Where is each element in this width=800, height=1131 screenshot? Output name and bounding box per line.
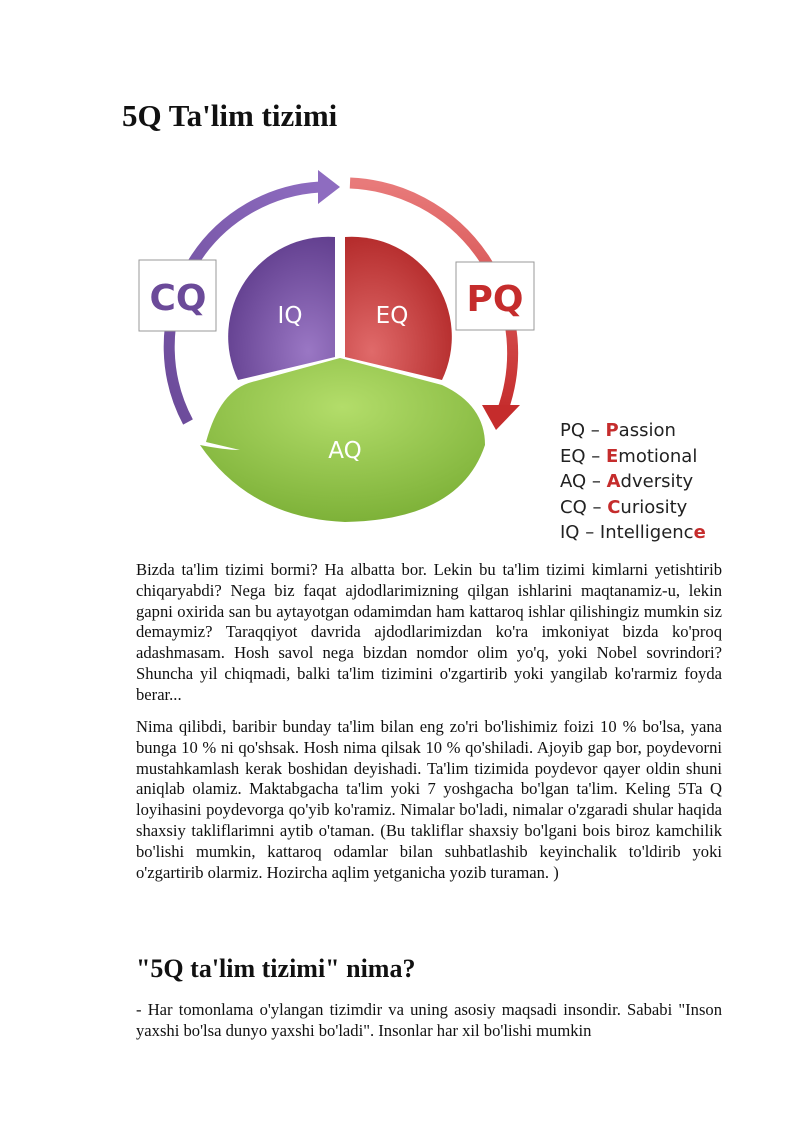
- 5q-cycle-diagram: [130, 150, 550, 550]
- legend-row-iq: IQ – Intelligence: [560, 522, 706, 544]
- paragraph-1: Bizda ta'lim tizimi bormi? Ha albatta bor. Lekin bu ta'lim tizimi kimlarni yetishtirib chiqaryabdi? Nega biz faqat ajdodlarimizning qilgan ishlarini maqtanamiz-u, lekin gapni oxirida san bu aytayotgan odamimdan ham kattaroq ishlar qilishingiz mumkin siz demaymiz? Taraqqiyot davrida ajdodlarimizdan ko'ra imkoniyat bizda ko'proq adashmasam. Hosh savol nega bizdan nomdor olim yo'q, yoki Nobel sovrindori? Shuncha yil chiqmadi, balki ta'lim tizimini o'zgartirib yoki yangilab ko'rarmiz foyda berar...: [136, 560, 722, 704]
- paragraph-2: Nima qilibdi, baribir bunday ta'lim bilan eng zo'ri bo'lishimiz foizi 10 % bo'lsa, yana bunga 10 % ni qo'shsak. Hosh nima qilsak 10 % qo'shiladi. Ajoyib gap bor, poydevorni mustahkamlash kerak boshidan deyishadi. Ta'lim tizimida poydevor qayer oldin shuni aniqlab olamiz. Maktabgacha ta'lim yoki 7 yoshgacha bo'lgan ta'lim. Keling 5Ta Q loyihasini poydevorga qo'yib ko'ramiz. Nimalar bo'ladi, nimalar o'zgaradi shular haqida shaxsiy takliflarimni aytib o'taman. (Bu takliflar shaxsiy bo'lgani bois biroz kamchilik bo'lishi mumkin, kattaroq odamlar bilan suhbatlashib keyinchalik to'ldirib yoki o'zgartirib olarmiz. Hozircha aqlim yetganicha yozib turaman. ): [136, 717, 722, 882]
- iq-label: IQ: [277, 303, 303, 329]
- legend-row-aq: AQ – Adversity: [560, 471, 694, 493]
- cq-label: CQ: [149, 278, 207, 319]
- aq-label: AQ: [328, 438, 362, 464]
- pq-label: PQ: [466, 279, 524, 320]
- legend-row-pq: PQ – Passion: [560, 420, 676, 441]
- section-heading: "5Q ta'lim tizimi" nima?: [136, 954, 416, 983]
- paragraph-3: - Har tomonlama o'ylangan tizimdir va uning asosiy maqsadi insondir. Sababi "Inson yaxshi bo'lsa dunyo yaxshi bo'ladi". Insonlar har xil bo'lishi mumkin: [136, 1000, 722, 1040]
- legend: [560, 418, 706, 546]
- legend-row-eq: EQ – Emotional: [560, 445, 698, 467]
- red-arrowhead: [482, 405, 520, 430]
- page-title: 5Q Ta'lim tizimi: [122, 98, 338, 133]
- legend-row-cq: CQ – Curiosity: [560, 496, 688, 518]
- eq-label: EQ: [375, 303, 409, 329]
- purple-arrowhead: [318, 170, 340, 204]
